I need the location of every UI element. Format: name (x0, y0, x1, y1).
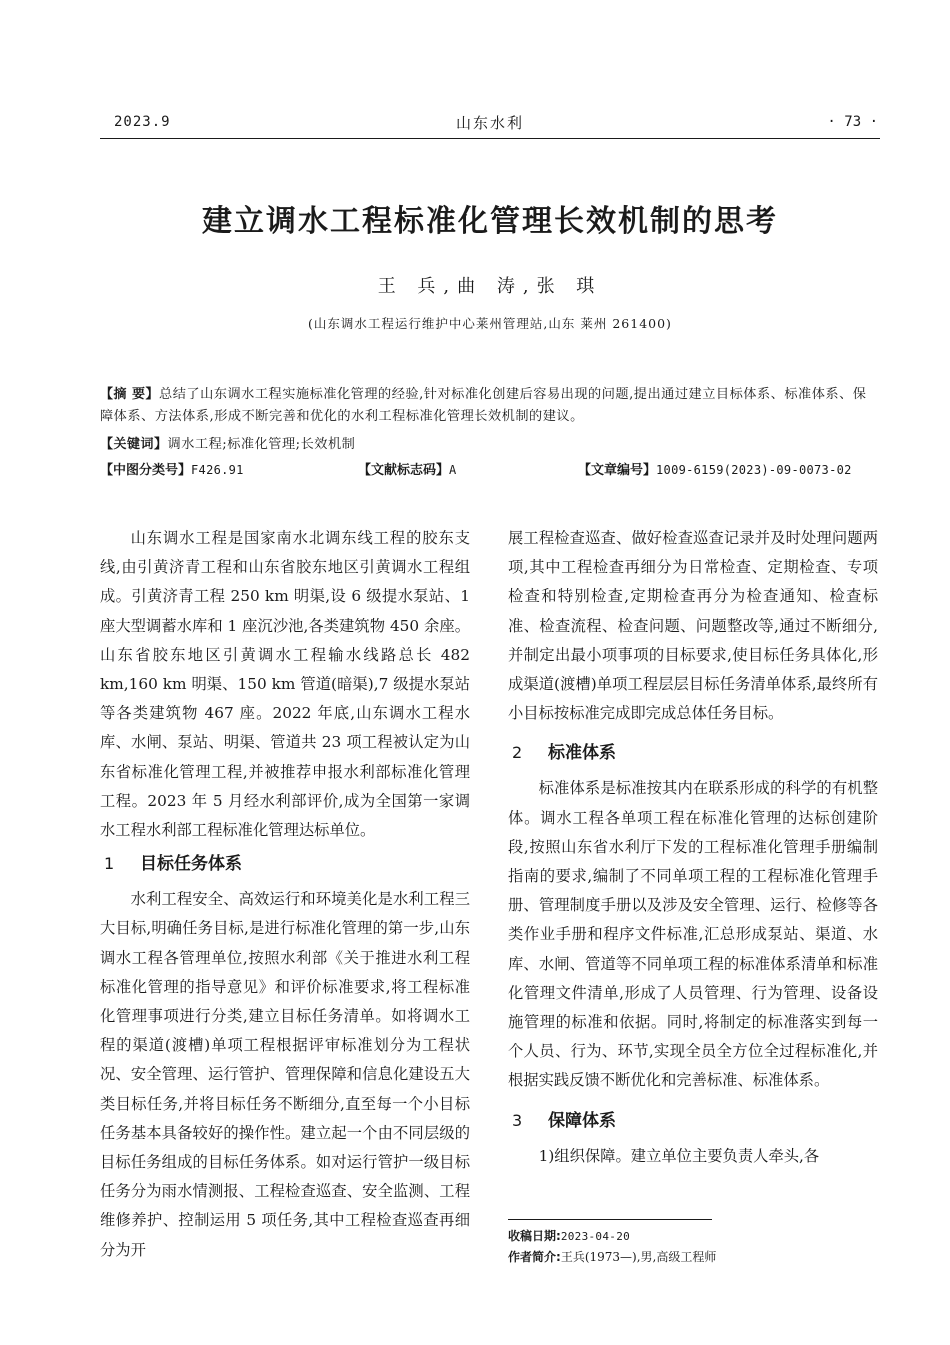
clc-code (100, 459, 244, 478)
classification-row (100, 459, 880, 481)
section-3-heading (508, 1102, 878, 1142)
intro-paragraph: 山东调水工程是国家南水北调东线工程的胶东支线,由引黄济青工程和山东省胶东地区引黄调水工程组成。引黄济青工程 250 km 明渠,设 6 级提水泵站、1 座大型调蓄水库和 1 座沉沙池,各类建筑物 450 余座。山东省胶东地区引黄调水工程输水线路总长 482 km,160 km 明渠、150 km 管道(暗渠),7 级提水泵站等各类建筑物 467 座。2022 年底,山东调水工程水库、水闸、泵站、明渠、管道共 23 项工程被认定为山东省标准化管理工程,并被推荐申报水利部标准化管理工程。2023 年 5 月经水利部评价,成为全国第一家调水工程水利部工程标准化管理达标单位。 (100, 529, 470, 840)
received-label: 收稿日期: (508, 1229, 561, 1243)
journal-name: 山东水利 (455, 114, 524, 132)
section-2-heading (508, 734, 878, 774)
section-2-paragraph: 标准体系是标准按其内在联系形成的科学的有机整体。调水工程各单项工程在标准化管理的达标创建阶段,按照山东省水利厅下发的工程标准化管理手册编制指南的要求,编制了不同单项工程的工程标准化管理手册、管理制度手册以及涉及安全管理、运行、检修等各类作业手册和程序文件标准,汇总形成泵站、渠道、水库、水闸、管道等不同单项工程的标准体系清单和标准化管理文件清单,形成了人员管理、行为管理、设备设施管理的标准和依据。同时,将制定的标准落实到每一个人员、行为、环节,实现全员全方位全过程标准化,并根据实践反馈不断优化和完善标准、标准体系。 (508, 779, 878, 1090)
section-2-number: 2 (512, 743, 523, 763)
keywords-text: 调水工程;标准化管理;长效机制 (167, 437, 356, 452)
author-bio (508, 1247, 880, 1267)
keywords-label: 【关键词】 (100, 437, 168, 452)
article-label: 【文章编号】 (578, 463, 657, 478)
section-1-heading (100, 845, 470, 885)
section-2-title: 标准体系 (548, 743, 616, 764)
abstract-label: 【摘 要】 (100, 387, 160, 402)
footnote-divider (508, 1219, 712, 1220)
article-number (578, 459, 852, 478)
doc-label: 【文献标志码】 (358, 463, 450, 478)
keywords (100, 433, 880, 452)
doc-value: A (449, 463, 457, 477)
clc-label: 【中图分类号】 (100, 463, 192, 478)
abstract-text: 总结了山东调水工程实施标准化管理的经验,针对标准化创建后容易出现的问题,提出通过建立目标体系、标准体系、保障体系、方法体系,形成不断完善和优化的水利工程标准化管理长效机制的建议。 (100, 387, 867, 424)
section-3-number: 3 (512, 1110, 523, 1130)
section-1-number: 1 (104, 854, 115, 874)
received-date (508, 1226, 880, 1247)
section-1-continuation: 展工程检查巡查、做好检查巡查记录并及时处理问题两项,其中工程检查再细分为日常检查、定期检查、专项检查和特别检查,定期检查再分为检查通知、检查标准、检查流程、检查问题、问题整改等,通过不断细分,并制定出最小项事项的目标要求,使目标任务具体化,形成渠道(渡槽)单项工程层层目标任务清单体系,最终所有小目标按标准完成即完成总体任务目标。 (508, 529, 878, 723)
received-value: 2023-04-20 (560, 1230, 631, 1243)
section-3-title: 保障体系 (548, 1110, 616, 1131)
author-bio-label: 作者简介: (508, 1250, 561, 1264)
page-number: · 73 · (827, 114, 878, 130)
header-divider (100, 138, 880, 139)
body-right-column (508, 524, 878, 1171)
clc-value: F426.91 (191, 463, 244, 477)
section-1-paragraph: 水利工程安全、高效运行和环境美化是水利工程三大目标,明确任务目标,是进行标准化管理的第一步,山东调水工程各管理单位,按照水利部《关于推进水利工程标准化管理的指导意见》和评价标准要求,将工程标准化管理事项进行分类,建立目标任务清单。如将调水工程的渠道(渡槽)单项工程根据评审标准划分为工程状况、安全管理、运行管护、管理保障和信息化建设五大类目标任务,并将目标任务不断细分,直至每一个小目标任务基本具备较好的操作性。建立起一个由不同层级的目标任务组成的目标任务体系。如对运行管护一级目标任务分为雨水情测报、工程检查巡查、安全监测、工程维修养护、控制运用 5 项任务,其中工程检查巡查再细分为开 (100, 890, 470, 1259)
section-1-title: 目标任务体系 (140, 854, 242, 875)
author-bio-value: 王兵(1973—),男,高级工程师 (560, 1250, 717, 1264)
body-left-column (100, 524, 470, 1265)
section-3-paragraph: 1)组织保障。建立单位主要负责人牵头,各 (538, 1146, 820, 1165)
document-code (358, 459, 457, 478)
running-header (100, 112, 880, 136)
abstract (100, 384, 880, 428)
author-list: 王 兵,曲 涛,张 琪 (377, 276, 603, 297)
article-title: 建立调水工程标准化管理长效机制的思考 (202, 204, 778, 239)
issue-label: 2023.9 (114, 114, 171, 130)
affiliation: (山东调水工程运行维护中心莱州管理站,山东 莱州 261400) (308, 316, 672, 331)
article-value: 1009-6159(2023)-09-0073-02 (656, 463, 852, 477)
